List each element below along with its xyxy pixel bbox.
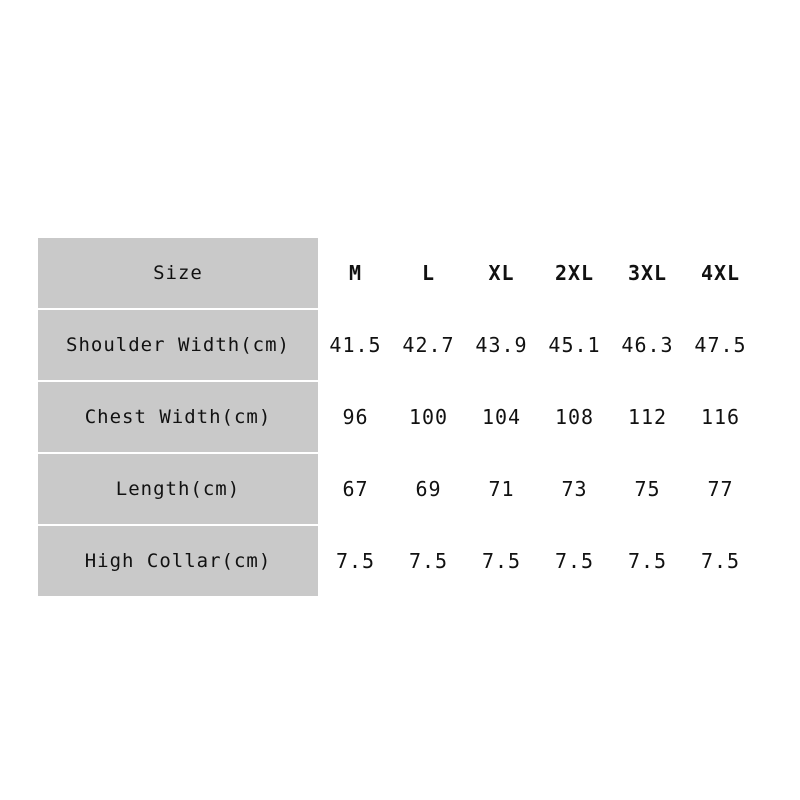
cell-length-l: 69 bbox=[392, 453, 465, 525]
table-header-row bbox=[37, 237, 757, 309]
row-label-length: Length(cm) bbox=[37, 453, 319, 525]
header-size-l: L bbox=[392, 237, 465, 309]
header-size-3xl: 3XL bbox=[611, 237, 684, 309]
cell-chest-xl: 104 bbox=[465, 381, 538, 453]
header-size-4xl: 4XL bbox=[684, 237, 757, 309]
cell-collar-m: 7.5 bbox=[319, 525, 392, 597]
cell-collar-2xl: 7.5 bbox=[538, 525, 611, 597]
cell-shoulder-xl: 43.9 bbox=[465, 309, 538, 381]
header-size-label: Size bbox=[37, 237, 319, 309]
table-row bbox=[37, 525, 757, 597]
cell-length-2xl: 73 bbox=[538, 453, 611, 525]
cell-chest-l: 100 bbox=[392, 381, 465, 453]
header-size-m: M bbox=[319, 237, 392, 309]
cell-length-m: 67 bbox=[319, 453, 392, 525]
cell-shoulder-m: 41.5 bbox=[319, 309, 392, 381]
cell-chest-4xl: 116 bbox=[684, 381, 757, 453]
cell-collar-4xl: 7.5 bbox=[684, 525, 757, 597]
cell-shoulder-2xl: 45.1 bbox=[538, 309, 611, 381]
row-label-high-collar: High Collar(cm) bbox=[37, 525, 319, 597]
table-row bbox=[37, 381, 757, 453]
size-table bbox=[36, 236, 758, 598]
cell-length-xl: 71 bbox=[465, 453, 538, 525]
table-row bbox=[37, 453, 757, 525]
cell-chest-2xl: 108 bbox=[538, 381, 611, 453]
cell-collar-xl: 7.5 bbox=[465, 525, 538, 597]
cell-length-3xl: 75 bbox=[611, 453, 684, 525]
header-size-xl: XL bbox=[465, 237, 538, 309]
cell-chest-3xl: 112 bbox=[611, 381, 684, 453]
table-row bbox=[37, 309, 757, 381]
size-chart bbox=[36, 236, 758, 598]
cell-shoulder-3xl: 46.3 bbox=[611, 309, 684, 381]
cell-shoulder-l: 42.7 bbox=[392, 309, 465, 381]
cell-collar-l: 7.5 bbox=[392, 525, 465, 597]
row-label-shoulder-width: Shoulder Width(cm) bbox=[37, 309, 319, 381]
cell-shoulder-4xl: 47.5 bbox=[684, 309, 757, 381]
header-size-2xl: 2XL bbox=[538, 237, 611, 309]
row-label-chest-width: Chest Width(cm) bbox=[37, 381, 319, 453]
cell-chest-m: 96 bbox=[319, 381, 392, 453]
cell-length-4xl: 77 bbox=[684, 453, 757, 525]
cell-collar-3xl: 7.5 bbox=[611, 525, 684, 597]
